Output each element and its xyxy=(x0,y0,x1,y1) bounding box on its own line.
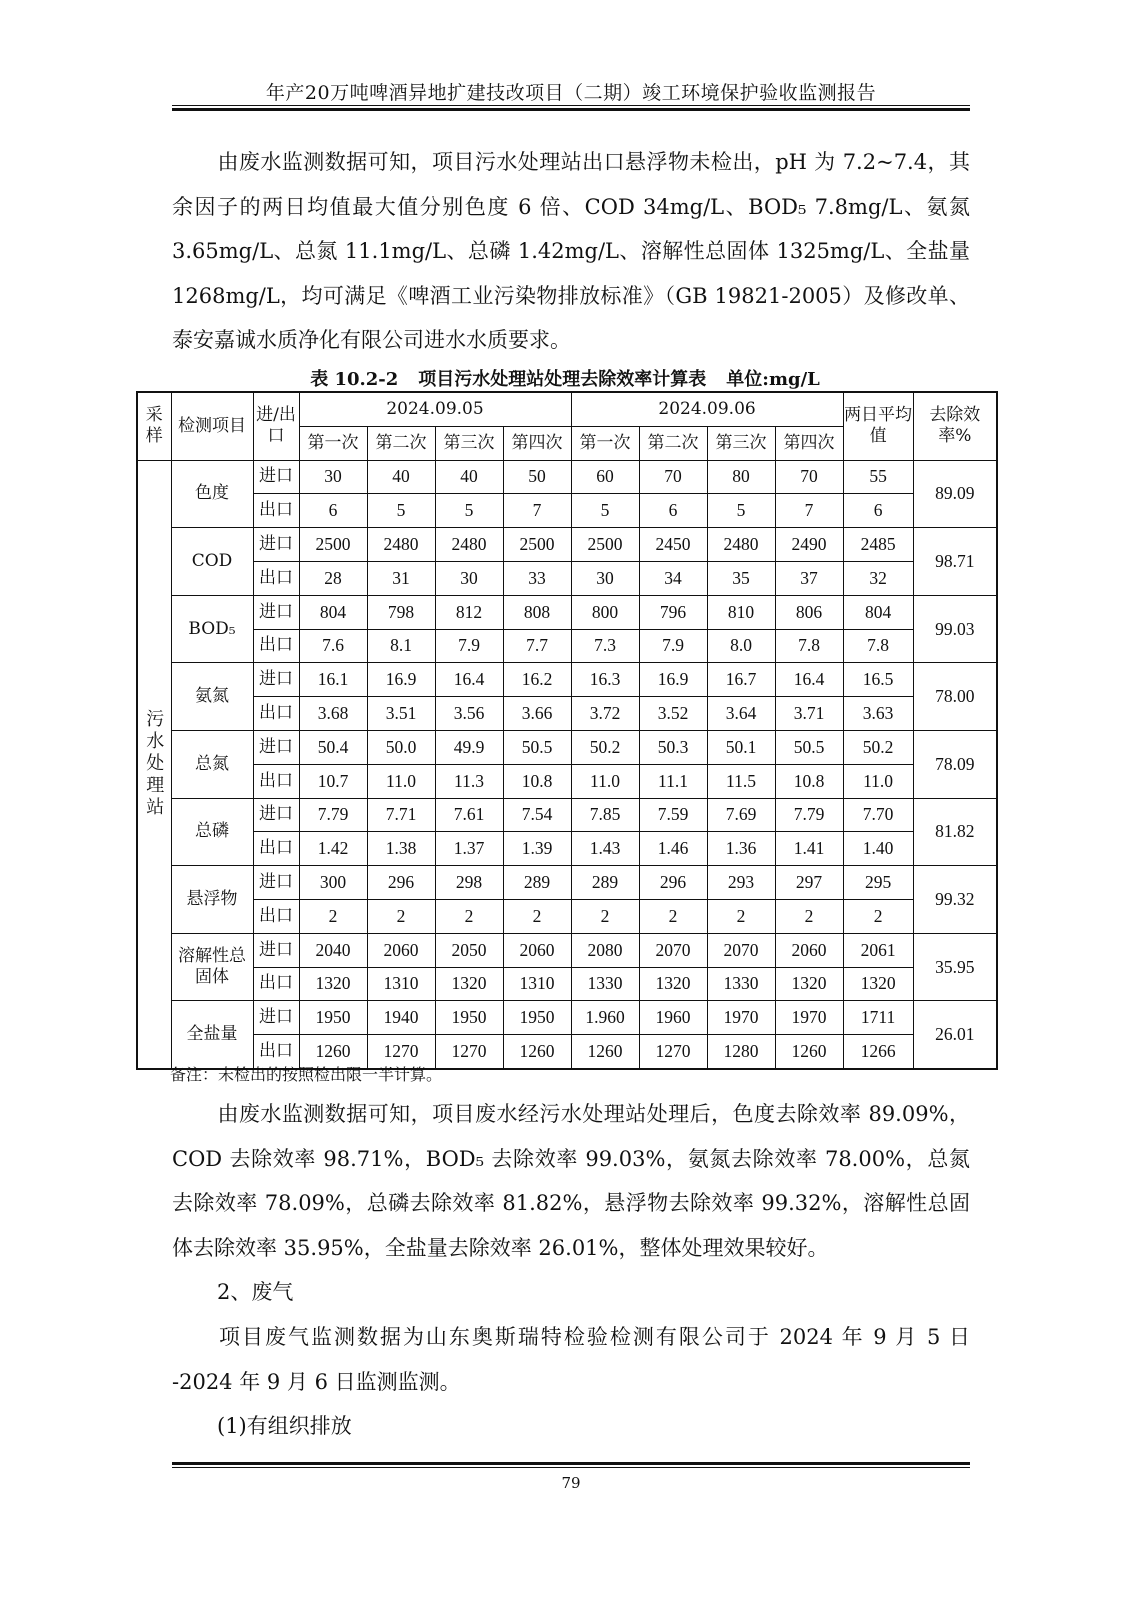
average-cell: 1266 xyxy=(843,1035,913,1069)
header-run-5: 第一次 xyxy=(571,426,639,460)
value-cell: 40 xyxy=(367,460,435,494)
value-cell: 2070 xyxy=(707,933,775,967)
value-cell: 1950 xyxy=(503,1001,571,1035)
value-cell: 35 xyxy=(707,561,775,595)
value-cell: 70 xyxy=(775,460,843,494)
value-cell: 1260 xyxy=(571,1035,639,1069)
subheading: (1)有组织排放 xyxy=(217,1414,352,1438)
value-cell: 812 xyxy=(435,595,503,629)
header-sample: 采样 xyxy=(137,392,171,460)
header-run-6: 第二次 xyxy=(639,426,707,460)
table-row xyxy=(137,899,997,933)
removal-rate-cell: 99.03 xyxy=(913,595,997,663)
value-cell: 1320 xyxy=(639,967,707,1001)
value-cell: 808 xyxy=(503,595,571,629)
outlet-label: 出口 xyxy=(253,899,299,933)
table-row xyxy=(137,1001,997,1035)
table-row xyxy=(137,697,997,731)
average-cell: 50.2 xyxy=(843,730,913,764)
value-cell: 11.3 xyxy=(435,764,503,798)
value-cell: 7 xyxy=(775,494,843,528)
average-cell: 11.0 xyxy=(843,764,913,798)
value-cell: 16.3 xyxy=(571,663,639,697)
value-cell: 804 xyxy=(299,595,367,629)
removal-rate-cell: 78.09 xyxy=(913,730,997,798)
value-cell: 7.6 xyxy=(299,629,367,663)
table-note: 备注：未检出的按照检出限一半计算。 xyxy=(170,1065,443,1084)
value-cell: 40 xyxy=(435,460,503,494)
table-unit: 单位:mg/L xyxy=(726,369,820,390)
value-cell: 3.71 xyxy=(775,697,843,731)
item-cell: 色度 xyxy=(171,460,253,528)
value-cell: 2 xyxy=(299,899,367,933)
value-cell: 2450 xyxy=(639,528,707,562)
value-cell: 70 xyxy=(639,460,707,494)
value-cell: 7.85 xyxy=(571,798,639,832)
value-cell: 2 xyxy=(639,899,707,933)
site-cell: 污水处理站 xyxy=(137,460,171,1069)
value-cell: 16.9 xyxy=(639,663,707,697)
value-cell: 293 xyxy=(707,866,775,900)
table-row xyxy=(137,460,997,494)
average-cell: 2 xyxy=(843,899,913,933)
average-cell: 16.5 xyxy=(843,663,913,697)
value-cell: 50.5 xyxy=(775,730,843,764)
value-cell: 800 xyxy=(571,595,639,629)
value-cell: 1960 xyxy=(639,1001,707,1035)
table-row xyxy=(137,832,997,866)
item-cell: 氨氮 xyxy=(171,663,253,731)
item-cell: BOD₅ xyxy=(171,595,253,663)
value-cell: 5 xyxy=(435,494,503,528)
average-cell: 6 xyxy=(843,494,913,528)
removal-rate-cell: 81.82 xyxy=(913,798,997,866)
value-cell: 33 xyxy=(503,561,571,595)
value-cell: 16.9 xyxy=(367,663,435,697)
value-cell: 11.0 xyxy=(571,764,639,798)
value-cell: 2060 xyxy=(503,933,571,967)
value-cell: 1260 xyxy=(775,1035,843,1069)
value-cell: 3.56 xyxy=(435,697,503,731)
value-cell: 1.43 xyxy=(571,832,639,866)
value-cell: 1270 xyxy=(367,1035,435,1069)
value-cell: 289 xyxy=(571,866,639,900)
value-cell: 1970 xyxy=(775,1001,843,1035)
value-cell: 50.3 xyxy=(639,730,707,764)
value-cell: 2040 xyxy=(299,933,367,967)
inlet-label: 进口 xyxy=(253,1001,299,1035)
value-cell: 80 xyxy=(707,460,775,494)
outlet-label: 出口 xyxy=(253,832,299,866)
header-run-2: 第二次 xyxy=(367,426,435,460)
value-cell: 3.72 xyxy=(571,697,639,731)
value-cell: 31 xyxy=(367,561,435,595)
value-cell: 1.39 xyxy=(503,832,571,866)
page-number: 79 xyxy=(561,1474,581,1492)
table-row xyxy=(137,494,997,528)
section-heading: 2、废气 xyxy=(217,1280,294,1304)
value-cell: 30 xyxy=(435,561,503,595)
item-cell: 总氮 xyxy=(171,730,253,798)
value-cell: 3.52 xyxy=(639,697,707,731)
inlet-label: 进口 xyxy=(253,866,299,900)
header-rule-thick xyxy=(172,108,970,111)
outlet-label: 出口 xyxy=(253,1035,299,1069)
value-cell: 16.7 xyxy=(707,663,775,697)
header-run-7: 第三次 xyxy=(707,426,775,460)
value-cell: 16.4 xyxy=(435,663,503,697)
table-row xyxy=(137,663,997,697)
item-cell: 悬浮物 xyxy=(171,866,253,934)
item-cell: COD xyxy=(171,528,253,596)
value-cell: 10.8 xyxy=(775,764,843,798)
value-cell: 796 xyxy=(639,595,707,629)
removal-rate-cell: 35.95 xyxy=(913,933,997,1001)
average-cell: 1320 xyxy=(843,967,913,1001)
value-cell: 1270 xyxy=(639,1035,707,1069)
footer-rule xyxy=(172,1467,970,1468)
average-cell: 7.8 xyxy=(843,629,913,663)
value-cell: 3.64 xyxy=(707,697,775,731)
value-cell: 5 xyxy=(571,494,639,528)
value-cell: 1950 xyxy=(299,1001,367,1035)
outlet-label: 出口 xyxy=(253,561,299,595)
value-cell: 8.1 xyxy=(367,629,435,663)
table-row xyxy=(137,933,997,967)
value-cell: 50.1 xyxy=(707,730,775,764)
value-cell: 2 xyxy=(367,899,435,933)
value-cell: 7.7 xyxy=(503,629,571,663)
inlet-label: 进口 xyxy=(253,663,299,697)
header-run-3: 第三次 xyxy=(435,426,503,460)
value-cell: 10.8 xyxy=(503,764,571,798)
value-cell: 6 xyxy=(299,494,367,528)
value-cell: 50.5 xyxy=(503,730,571,764)
value-cell: 6 xyxy=(639,494,707,528)
header-run-1: 第一次 xyxy=(299,426,367,460)
value-cell: 7.9 xyxy=(639,629,707,663)
value-cell: 1310 xyxy=(503,967,571,1001)
average-cell: 32 xyxy=(843,561,913,595)
table-row xyxy=(137,798,997,832)
value-cell: 34 xyxy=(639,561,707,595)
table-row xyxy=(137,764,997,798)
average-cell: 295 xyxy=(843,866,913,900)
value-cell: 298 xyxy=(435,866,503,900)
value-cell: 296 xyxy=(639,866,707,900)
value-cell: 7.61 xyxy=(435,798,503,832)
value-cell: 1.37 xyxy=(435,832,503,866)
header-average: 两日平均值 xyxy=(843,392,913,460)
value-cell: 300 xyxy=(299,866,367,900)
average-cell: 2485 xyxy=(843,528,913,562)
paragraph-wastewater-summary: 由废水监测数据可知，项目污水处理站出口悬浮物未检出，pH 为 7.2~7.4，其余因子的两日均值最大值分别色度 6 倍、COD 34mg/L、BOD₅ 7.8mg/L、氨氮 3.65mg/L、总氮 11.1mg/L、总磷 1.42mg/L、溶解性总固体 1325mg/L、全盐量 1268mg/L，均可满足《啤酒工业污染物排放标准》（GB 19821-2005）及修改单、泰安嘉诚水质净化有限公司进水水质要求。 xyxy=(172,150,970,352)
value-cell: 297 xyxy=(775,866,843,900)
average-cell: 3.63 xyxy=(843,697,913,731)
value-cell: 11.1 xyxy=(639,764,707,798)
value-cell: 1280 xyxy=(707,1035,775,1069)
table-row xyxy=(137,595,997,629)
average-cell: 804 xyxy=(843,595,913,629)
value-cell: 30 xyxy=(299,460,367,494)
value-cell: 49.9 xyxy=(435,730,503,764)
value-cell: 37 xyxy=(775,561,843,595)
value-cell: 16.4 xyxy=(775,663,843,697)
item-cell: 全盐量 xyxy=(171,1001,253,1069)
value-cell: 1330 xyxy=(571,967,639,1001)
paragraph-removal-summary: 由废水监测数据可知，项目废水经污水处理站处理后，色度去除效率 89.09%，COD 去除效率 98.71%，BOD₅ 去除效率 99.03%，氨氮去除效率 78.00%，总氮去除效率 78.09%，总磷去除效率 81.82%，悬浮物去除效率 99.32%，溶解性总固体去除效率 35.95%，全盐量去除效率 26.01%，整体处理效果较好。 xyxy=(172,1102,970,1260)
value-cell: 1320 xyxy=(435,967,503,1001)
value-cell: 7.79 xyxy=(775,798,843,832)
value-cell: 30 xyxy=(571,561,639,595)
table-row xyxy=(137,561,997,595)
value-cell: 7.9 xyxy=(435,629,503,663)
value-cell: 1970 xyxy=(707,1001,775,1035)
removal-rate-cell: 89.09 xyxy=(913,460,997,528)
removal-rate-cell: 98.71 xyxy=(913,528,997,596)
average-cell: 55 xyxy=(843,460,913,494)
value-cell: 11.0 xyxy=(367,764,435,798)
value-cell: 28 xyxy=(299,561,367,595)
table-caption xyxy=(135,365,995,391)
header-item: 检测项目 xyxy=(171,392,253,460)
value-cell: 1.38 xyxy=(367,832,435,866)
value-cell: 16.2 xyxy=(503,663,571,697)
value-cell: 806 xyxy=(775,595,843,629)
value-cell: 810 xyxy=(707,595,775,629)
outlet-label: 出口 xyxy=(253,764,299,798)
value-cell: 7.54 xyxy=(503,798,571,832)
average-cell: 1.40 xyxy=(843,832,913,866)
outlet-label: 出口 xyxy=(253,494,299,528)
removal-rate-cell: 78.00 xyxy=(913,663,997,731)
paragraph-waste-gas: 项目废气监测数据为山东奥斯瑞特检验检测有限公司于 2024 年 9 月 5 日 -2024 年 9 月 6 日监测监测。 xyxy=(172,1325,970,1394)
value-cell: 50.4 xyxy=(299,730,367,764)
outlet-label: 出口 xyxy=(253,629,299,663)
header-date-2: 2024.09.06 xyxy=(571,392,843,426)
value-cell: 3.51 xyxy=(367,697,435,731)
value-cell: 2080 xyxy=(571,933,639,967)
header-run-8: 第四次 xyxy=(775,426,843,460)
value-cell: 1260 xyxy=(299,1035,367,1069)
removal-efficiency-table xyxy=(136,391,998,1070)
table-row xyxy=(137,629,997,663)
value-cell: 296 xyxy=(367,866,435,900)
value-cell: 2 xyxy=(435,899,503,933)
value-cell: 5 xyxy=(367,494,435,528)
inlet-label: 进口 xyxy=(253,730,299,764)
outlet-label: 出口 xyxy=(253,697,299,731)
value-cell: 2480 xyxy=(367,528,435,562)
value-cell: 2 xyxy=(571,899,639,933)
value-cell: 2480 xyxy=(707,528,775,562)
value-cell: 2500 xyxy=(299,528,367,562)
inlet-label: 进口 xyxy=(253,528,299,562)
value-cell: 2490 xyxy=(775,528,843,562)
value-cell: 11.5 xyxy=(707,764,775,798)
value-cell: 7 xyxy=(503,494,571,528)
page-header: 年产20万吨啤酒异地扩建技改项目（二期）竣工环境保护验收监测报告 xyxy=(265,82,877,104)
value-cell: 1.960 xyxy=(571,1001,639,1035)
average-cell: 7.70 xyxy=(843,798,913,832)
item-cell: 溶解性总固体 xyxy=(171,933,253,1001)
value-cell: 7.59 xyxy=(639,798,707,832)
value-cell: 2060 xyxy=(367,933,435,967)
value-cell: 2 xyxy=(775,899,843,933)
value-cell: 8.0 xyxy=(707,629,775,663)
value-cell: 1330 xyxy=(707,967,775,1001)
value-cell: 1.41 xyxy=(775,832,843,866)
value-cell: 1940 xyxy=(367,1001,435,1035)
value-cell: 1.46 xyxy=(639,832,707,866)
value-cell: 1270 xyxy=(435,1035,503,1069)
average-cell: 1711 xyxy=(843,1001,913,1035)
item-cell: 总磷 xyxy=(171,798,253,866)
outlet-label: 出口 xyxy=(253,967,299,1001)
table-row xyxy=(137,730,997,764)
value-cell: 3.68 xyxy=(299,697,367,731)
value-cell: 50.0 xyxy=(367,730,435,764)
value-cell: 1320 xyxy=(775,967,843,1001)
header-rule xyxy=(172,105,970,106)
value-cell: 2 xyxy=(707,899,775,933)
value-cell: 1.42 xyxy=(299,832,367,866)
value-cell: 2500 xyxy=(503,528,571,562)
table-row xyxy=(137,866,997,900)
value-cell: 2 xyxy=(503,899,571,933)
value-cell: 2500 xyxy=(571,528,639,562)
header-io: 进/出口 xyxy=(253,392,299,460)
removal-rate-cell: 99.32 xyxy=(913,866,997,934)
value-cell: 7.69 xyxy=(707,798,775,832)
header-run-4: 第四次 xyxy=(503,426,571,460)
table-row xyxy=(137,967,997,1001)
value-cell: 1.36 xyxy=(707,832,775,866)
value-cell: 3.66 xyxy=(503,697,571,731)
header-removal-rate: 去除效率% xyxy=(913,392,997,460)
inlet-label: 进口 xyxy=(253,933,299,967)
value-cell: 798 xyxy=(367,595,435,629)
value-cell: 50 xyxy=(503,460,571,494)
inlet-label: 进口 xyxy=(253,460,299,494)
footer-rule-thick xyxy=(172,1462,970,1465)
value-cell: 7.3 xyxy=(571,629,639,663)
header-date-1: 2024.09.05 xyxy=(299,392,571,426)
value-cell: 50.2 xyxy=(571,730,639,764)
inlet-label: 进口 xyxy=(253,798,299,832)
value-cell: 7.8 xyxy=(775,629,843,663)
value-cell: 1950 xyxy=(435,1001,503,1035)
value-cell: 60 xyxy=(571,460,639,494)
value-cell: 2070 xyxy=(639,933,707,967)
value-cell: 10.7 xyxy=(299,764,367,798)
value-cell: 2060 xyxy=(775,933,843,967)
value-cell: 5 xyxy=(707,494,775,528)
value-cell: 1310 xyxy=(367,967,435,1001)
value-cell: 2050 xyxy=(435,933,503,967)
value-cell: 289 xyxy=(503,866,571,900)
value-cell: 1320 xyxy=(299,967,367,1001)
table-title: 项目污水处理站处理去除效率计算表 xyxy=(418,369,707,390)
value-cell: 7.79 xyxy=(299,798,367,832)
inlet-label: 进口 xyxy=(253,595,299,629)
value-cell: 16.1 xyxy=(299,663,367,697)
table-row xyxy=(137,528,997,562)
removal-rate-cell: 26.01 xyxy=(913,1001,997,1069)
average-cell: 2061 xyxy=(843,933,913,967)
value-cell: 7.71 xyxy=(367,798,435,832)
table-number: 表 10.2-2 xyxy=(310,369,399,390)
value-cell: 2480 xyxy=(435,528,503,562)
value-cell: 1260 xyxy=(503,1035,571,1069)
